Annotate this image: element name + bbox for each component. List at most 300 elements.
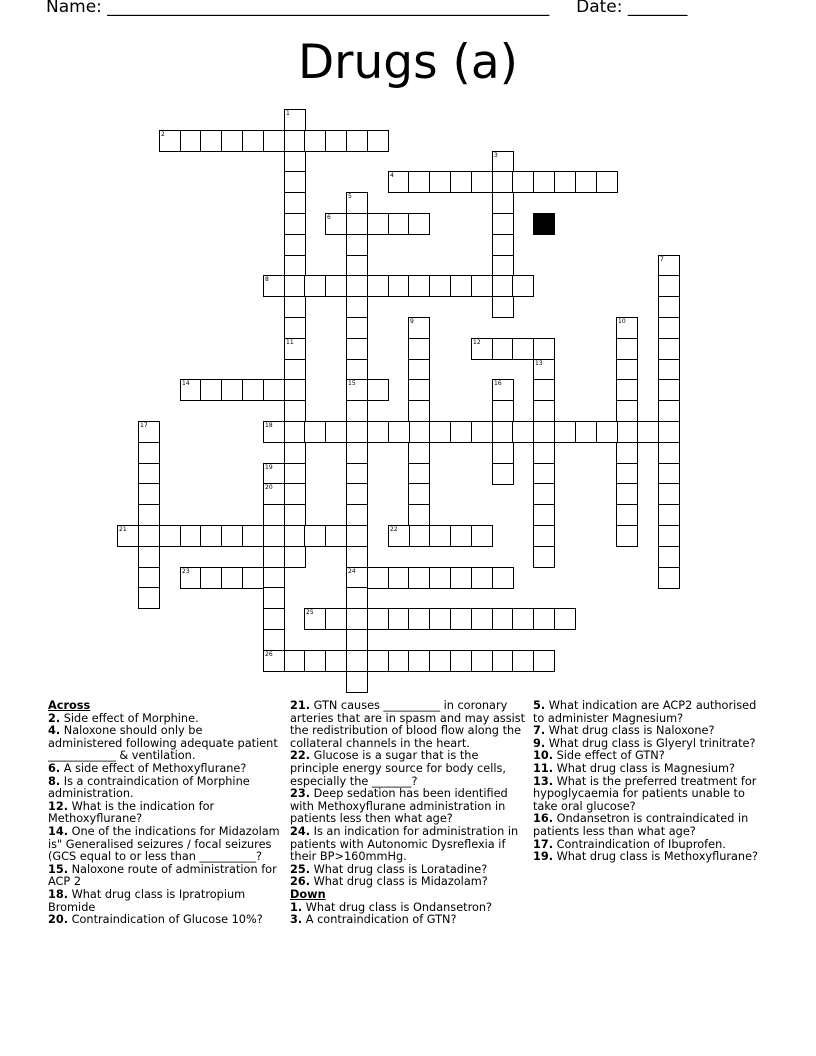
grid-cell[interactable] [284,359,306,381]
grid-cell[interactable] [492,650,514,672]
grid-cell[interactable] [658,463,680,485]
clue-text: What drug class is Glyeryl trinitrate? [545,736,756,750]
clues-column-2 [290,700,526,927]
grid-cell[interactable] [304,650,326,672]
grid-cell[interactable] [263,608,285,630]
grid-cell[interactable] [138,421,160,443]
grid-cell[interactable] [533,421,555,443]
grid-cell[interactable] [367,275,389,297]
grid-cell[interactable] [346,463,368,485]
grid-cell[interactable] [346,192,368,214]
grid-cell[interactable] [346,504,368,526]
clue-text: What drug class is Methoxyflurane? [553,850,759,864]
grid-cell[interactable] [575,421,597,443]
clue-15 [48,864,280,889]
cell-number: 13 [535,360,543,367]
grid-cell[interactable] [658,317,680,339]
grid-cell[interactable] [284,483,306,505]
down-clue-list-continued [533,700,763,864]
grid-cell[interactable] [512,275,534,297]
grid-cell[interactable] [408,400,430,422]
grid-cell[interactable] [658,421,680,443]
clue-24 [290,826,526,864]
grid-cell[interactable] [284,546,306,568]
grid-cell[interactable] [263,130,285,152]
grid-cell[interactable] [159,525,181,547]
grid-cell[interactable] [492,442,514,464]
grid-cell[interactable] [512,608,534,630]
grid-cell[interactable] [242,567,264,589]
grid-cell[interactable] [200,130,222,152]
grid-cell[interactable] [346,234,368,256]
grid-cell[interactable] [180,379,202,401]
grid-cell[interactable] [616,442,638,464]
grid-cell[interactable] [138,442,160,464]
grid-cell[interactable] [263,504,285,526]
grid-cell[interactable] [575,171,597,193]
grid-cell[interactable] [492,338,514,360]
grid-cell[interactable] [284,317,306,339]
cell-number: 4 [390,172,394,179]
grid-cell[interactable] [512,650,534,672]
grid-cell[interactable] [263,546,285,568]
clue-number: 19. [533,850,554,864]
cell-number: 24 [348,568,356,575]
grid-cell[interactable] [138,567,160,589]
grid-cell[interactable] [346,525,368,547]
grid-cell[interactable] [533,359,555,381]
grid-cell[interactable] [533,650,555,672]
grid-cell[interactable] [304,525,326,547]
clue-text: Deep sedation has been identified with Methoxyflurane administration in patients less then what age? [290,787,508,826]
clue-number: 13. [533,774,554,788]
grid-cell[interactable] [304,421,326,443]
grid-cell[interactable] [388,525,410,547]
grid-cell[interactable] [408,463,430,485]
grid-cell[interactable] [263,650,285,672]
grid-cell[interactable] [554,608,576,630]
grid-cell[interactable] [367,213,389,235]
grid-cell[interactable] [533,504,555,526]
grid-cell[interactable] [408,338,430,360]
grid-cell[interactable] [616,400,638,422]
grid-cell[interactable] [450,525,472,547]
grid-cell[interactable] [616,504,638,526]
grid-cell[interactable] [388,421,410,443]
grid-cell[interactable] [284,234,306,256]
clue-text: Glucose is a sugar that is the principle energy source for body cells, especially the _______? [290,749,506,788]
black-cell [533,213,555,235]
grid-cell[interactable] [408,275,430,297]
grid-cell[interactable] [658,296,680,318]
clue-text: What drug class is Midazolam? [310,875,488,889]
grid-cell[interactable] [346,400,368,422]
grid-cell[interactable] [596,421,618,443]
grid-cell[interactable] [450,650,472,672]
grid-cell[interactable] [284,213,306,235]
grid-cell[interactable] [346,442,368,464]
grid-cell[interactable] [408,359,430,381]
clue-text: Ondansetron is contraindicated in patients less than what age? [533,812,749,838]
grid-cell[interactable] [138,483,160,505]
grid-cell[interactable] [512,171,534,193]
grid-cell[interactable] [408,525,430,547]
grid-cell[interactable] [346,587,368,609]
grid-cell[interactable] [263,379,285,401]
grid-cell[interactable] [450,608,472,630]
down-clue-list [290,902,526,927]
grid-cell[interactable] [388,650,410,672]
grid-cell[interactable] [242,379,264,401]
grid-cell[interactable] [471,275,493,297]
grid-cell[interactable] [658,567,680,589]
grid-cell[interactable] [533,546,555,568]
grid-cell[interactable] [304,130,326,152]
grid-cell[interactable] [658,275,680,297]
cell-number: 14 [182,380,190,387]
grid-cell[interactable] [284,463,306,485]
grid-cell[interactable] [346,567,368,589]
grid-cell[interactable] [492,213,514,235]
grid-cell[interactable] [346,296,368,318]
grid-cell[interactable] [658,359,680,381]
cell-number: 22 [390,526,398,533]
clue-number: 15. [48,862,69,876]
grid-cell[interactable] [367,650,389,672]
grid-cell[interactable] [263,567,285,589]
clue-text: Is an indication for administration in patients with Autonomic Dysreflexia if their BP>160mmHg. [290,824,519,864]
grid-cell[interactable] [596,171,618,193]
grid-cell[interactable] [346,650,368,672]
grid-cell[interactable] [284,338,306,360]
grid-cell[interactable] [429,650,451,672]
grid-cell[interactable] [658,400,680,422]
grid-cell[interactable] [637,421,659,443]
grid-cell[interactable] [450,567,472,589]
grid-cell[interactable] [471,421,493,443]
grid-cell[interactable] [450,171,472,193]
grid-cell[interactable] [616,338,638,360]
grid-cell[interactable] [284,504,306,526]
grid-cell[interactable] [492,171,514,193]
grid-cell[interactable] [200,379,222,401]
grid-cell[interactable] [616,421,638,443]
grid-cell[interactable] [658,379,680,401]
grid-cell[interactable] [429,421,451,443]
grid-cell[interactable] [533,525,555,547]
grid-cell[interactable] [492,255,514,277]
grid-cell[interactable] [658,255,680,277]
grid-cell[interactable] [325,421,347,443]
grid-cell[interactable] [658,525,680,547]
grid-cell[interactable] [429,275,451,297]
grid-cell[interactable] [346,359,368,381]
grid-cell[interactable] [242,525,264,547]
grid-cell[interactable] [284,151,306,173]
cell-number: 19 [265,464,273,471]
grid-cell[interactable] [408,213,430,235]
clue-number: 4. [48,724,61,738]
clue-number: 7. [533,724,546,738]
grid-cell[interactable] [616,379,638,401]
grid-cell[interactable] [492,421,514,443]
grid-cell[interactable] [408,650,430,672]
grid-cell[interactable] [346,317,368,339]
clue-number: 14. [48,824,69,838]
grid-cell[interactable] [408,379,430,401]
grid-cell[interactable] [471,525,493,547]
cell-number: 9 [410,318,414,325]
grid-cell[interactable] [492,608,514,630]
clue-number: 6. [48,761,61,775]
name-label: Name: [46,0,102,17]
date-line[interactable]: _______ [627,0,688,17]
grid-cell[interactable] [180,567,202,589]
page-title: Drugs (a) [297,35,519,90]
clue-text: Side effect of Morphine. [60,711,199,725]
grid-cell[interactable] [658,442,680,464]
grid-cell[interactable] [263,525,285,547]
grid-cell[interactable] [284,525,306,547]
grid-cell[interactable] [284,442,306,464]
grid-cell[interactable] [263,421,285,443]
grid-cell[interactable] [325,275,347,297]
grid-cell[interactable] [284,400,306,422]
grid-cell[interactable] [408,483,430,505]
grid-cell[interactable] [367,130,389,152]
grid-cell[interactable] [367,379,389,401]
grid-cell[interactable] [658,546,680,568]
grid-cell[interactable] [284,296,306,318]
grid-cell[interactable] [616,317,638,339]
grid-cell[interactable] [408,608,430,630]
grid-cell[interactable] [492,234,514,256]
grid-cell[interactable] [429,171,451,193]
grid-cell[interactable] [450,421,472,443]
grid-cell[interactable] [388,171,410,193]
grid-cell[interactable] [408,504,430,526]
grid-cell[interactable] [346,546,368,568]
clue-text: Contraindication of Glucose 10%? [68,913,263,927]
grid-cell[interactable] [346,421,368,443]
grid-cell[interactable] [492,192,514,214]
grid-cell[interactable] [180,525,202,547]
grid-cell[interactable] [367,608,389,630]
grid-cell[interactable] [492,379,514,401]
grid-cell[interactable] [138,525,160,547]
cell-number: 11 [286,339,294,346]
grid-cell[interactable] [200,567,222,589]
clue-number: 12. [48,799,69,813]
clue-text: GTN causes __________ in coronary arteries that are in spasm and may assist the redistribution of blood flow along the collateral channels in the heart. [290,699,526,750]
grid-cell[interactable] [492,400,514,422]
grid-cell[interactable] [138,546,160,568]
name-line[interactable]: ____________________________________________________ [107,0,550,17]
grid-cell[interactable] [221,379,243,401]
grid-cell[interactable] [533,379,555,401]
grid-cell[interactable] [554,421,576,443]
grid-cell[interactable] [346,379,368,401]
cell-number: 12 [473,339,481,346]
grid-cell[interactable] [388,608,410,630]
grid-cell[interactable] [429,525,451,547]
clue-text: A contraindication of GTN? [302,913,457,927]
grid-cell[interactable] [408,317,430,339]
grid-cell[interactable] [284,192,306,214]
grid-cell[interactable] [408,442,430,464]
grid-cell[interactable] [512,421,534,443]
cell-number: 3 [494,152,498,159]
grid-cell[interactable] [616,483,638,505]
grid-cell[interactable] [284,275,306,297]
grid-cell[interactable] [533,608,555,630]
grid-cell[interactable] [180,130,202,152]
grid-cell[interactable] [429,567,451,589]
grid-cell[interactable] [221,567,243,589]
grid-cell[interactable] [533,483,555,505]
clue-3 [290,914,526,927]
grid-cell[interactable] [616,525,638,547]
grid-cell[interactable] [284,109,306,131]
cell-number: 10 [618,318,626,325]
grid-cell[interactable] [221,525,243,547]
grid-cell[interactable] [492,275,514,297]
grid-cell[interactable] [429,608,451,630]
grid-cell[interactable] [450,275,472,297]
cell-number: 6 [327,214,331,221]
grid-cell[interactable] [263,275,285,297]
clue-text: Is a contraindication of Morphine administration. [48,774,250,801]
grid-cell[interactable] [408,567,430,589]
grid-cell[interactable] [263,629,285,651]
clue-text: One of the indications for Midazolam is" Generalised seizures / focal seizures (GCS equal to or less than __________? [48,824,280,864]
grid-cell[interactable] [471,338,493,360]
grid-cell[interactable] [346,213,368,235]
grid-cell[interactable] [367,421,389,443]
clue-12 [48,801,280,826]
clue-14 [48,826,280,864]
grid-cell[interactable] [492,151,514,173]
clue-number: 25. [290,862,311,876]
grid-cell[interactable] [346,275,368,297]
clue-number: 11. [533,761,554,775]
grid-cell[interactable] [408,171,430,193]
clue-number: 24. [290,824,311,838]
grid-cell[interactable] [325,130,347,152]
grid-cell[interactable] [263,483,285,505]
grid-cell[interactable] [658,483,680,505]
grid-cell[interactable] [408,421,430,443]
grid-cell[interactable] [284,171,306,193]
cell-number: 1 [286,110,290,117]
cell-number: 8 [265,276,269,283]
grid-cell[interactable] [471,171,493,193]
grid-cell[interactable] [325,213,347,235]
grid-cell[interactable] [533,338,555,360]
grid-cell[interactable] [658,338,680,360]
clue-number: 26. [290,875,311,889]
grid-cell[interactable] [512,338,534,360]
grid-cell[interactable] [492,463,514,485]
cell-number: 2 [161,131,165,138]
grid-cell[interactable] [284,130,306,152]
grid-cell[interactable] [346,608,368,630]
grid-cell[interactable] [554,171,576,193]
grid-cell[interactable] [388,275,410,297]
cell-number: 16 [494,380,502,387]
clue-text: What drug class is Loratadine? [310,862,488,876]
clue-19 [533,851,763,864]
clue-text: What is the indication for Methoxyflurane? [48,799,215,826]
cell-number: 26 [265,651,273,658]
clue-number: 20. [48,913,69,927]
grid-cell[interactable] [616,359,638,381]
cell-number: 20 [265,484,273,491]
grid-cell[interactable] [117,525,139,547]
grid-cell[interactable] [304,275,326,297]
grid-cell[interactable] [346,671,368,693]
grid-cell[interactable] [221,130,243,152]
grid-cell[interactable] [263,587,285,609]
grid-cell[interactable] [471,650,493,672]
grid-cell[interactable] [492,296,514,318]
cell-number: 7 [660,256,664,263]
grid-cell[interactable] [284,379,306,401]
grid-cell[interactable] [616,463,638,485]
grid-cell[interactable] [388,213,410,235]
grid-cell[interactable] [658,504,680,526]
grid-cell[interactable] [367,567,389,589]
grid-cell[interactable] [533,400,555,422]
grid-cell[interactable] [138,587,160,609]
clue-text: A side effect of Methoxyflurane? [60,761,247,775]
grid-cell[interactable] [284,255,306,277]
clues-column-3 [533,700,763,864]
grid-cell[interactable] [138,504,160,526]
grid-cell[interactable] [242,130,264,152]
grid-cell[interactable] [471,567,493,589]
cell-number: 21 [119,526,127,533]
grid-cell[interactable] [471,608,493,630]
clue-text: What is the preferred treatment for hypoglycaemia for patients unable to take oral glucose? [533,774,757,813]
grid-cell[interactable] [388,567,410,589]
grid-cell[interactable] [533,442,555,464]
grid-cell[interactable] [346,255,368,277]
grid-cell[interactable] [325,525,347,547]
clue-number: 9. [533,736,546,750]
clue-text: What drug class is Magnesium? [553,761,736,775]
grid-cell[interactable] [284,421,306,443]
grid-cell[interactable] [346,629,368,651]
clue-4 [48,725,280,763]
across-clue-list [48,713,280,927]
cell-number: 25 [306,609,314,616]
grid-cell[interactable] [346,483,368,505]
grid-cell[interactable] [200,525,222,547]
grid-cell[interactable] [304,608,326,630]
grid-cell[interactable] [263,463,285,485]
grid-cell[interactable] [325,608,347,630]
grid-cell[interactable] [533,463,555,485]
grid-cell[interactable] [346,338,368,360]
grid-cell[interactable] [284,650,306,672]
grid-cell[interactable] [533,171,555,193]
grid-cell[interactable] [346,130,368,152]
grid-cell[interactable] [325,650,347,672]
grid-cell[interactable] [159,130,181,152]
grid-cell[interactable] [138,463,160,485]
grid-cell[interactable] [492,567,514,589]
